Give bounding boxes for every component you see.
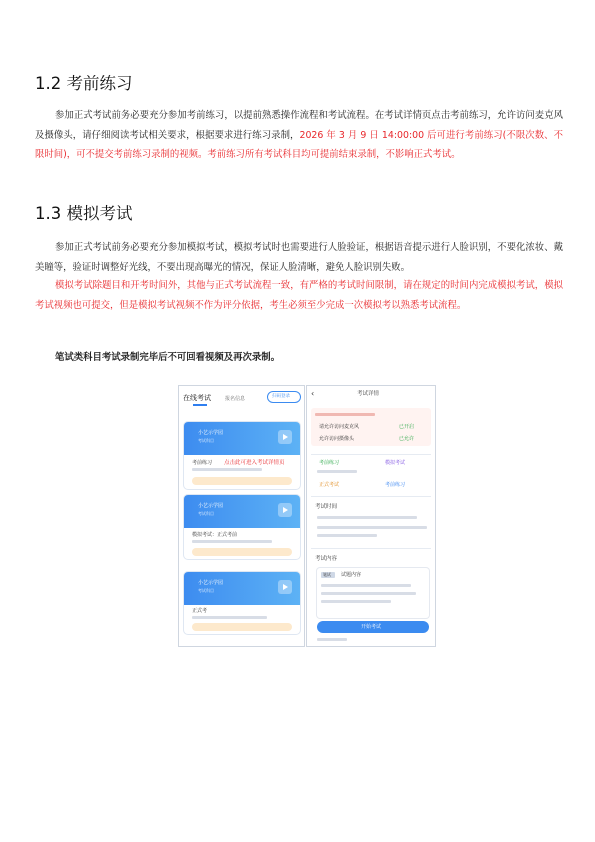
card-row-hint: 点击此可进入考试详情页 [224, 460, 285, 466]
section-heading-practice: 1.2 考前练习 [35, 74, 133, 93]
practice-text: 参加正式考试前务必要充分参加考前练习，以提前熟悉操作流程和考试流程。在考试详情页点击考前练习，允许访问麦克风及摄像头，请仔细阅读考试相关要求，根据要求进行练习录制， [35, 110, 563, 141]
card-info-row [192, 540, 272, 543]
tab-online-exam: 在线考试 [183, 394, 211, 402]
view-detail-button [192, 548, 292, 556]
footer-row [317, 638, 347, 641]
content-row [321, 600, 391, 603]
card-subtitle: 考试科目 [198, 438, 214, 443]
mock-entry: 模拟考试 [385, 460, 406, 466]
permission-row [315, 413, 375, 416]
card-info-row [192, 468, 262, 471]
play-icon [278, 430, 292, 444]
divider [311, 454, 431, 455]
card-header [184, 572, 300, 605]
start-exam-label: 开始考试 [361, 624, 382, 630]
time-row [317, 516, 417, 519]
card-title: 小艺示学园 [198, 503, 224, 509]
time-row [317, 526, 427, 529]
card-row-label: 正式考 [192, 608, 208, 614]
card-subtitle: 考试科目 [198, 511, 214, 516]
card-header [184, 422, 300, 455]
permission-mic: 请允许访问麦克风 [319, 424, 360, 430]
exam-list-screenshot [178, 385, 305, 647]
exam-card [184, 572, 300, 634]
card-title: 小艺示学园 [198, 430, 224, 436]
exam-card [184, 422, 300, 489]
time-row [317, 534, 377, 537]
camera-status: 已允许 [399, 436, 415, 442]
content-title: 试题内容 [341, 572, 362, 578]
card-row-label: 模拟考试：正式考前 [192, 532, 238, 538]
content-row [321, 592, 416, 595]
scan-login-label: 扫码登录 [272, 394, 290, 399]
view-detail-button [192, 623, 292, 631]
exam-content-heading: 考试内容 [315, 556, 338, 562]
card-subtitle: 考试科目 [198, 588, 214, 593]
exam-time-heading: 考试时间 [315, 504, 338, 510]
back-icon: ‹ [311, 389, 315, 398]
play-icon [278, 503, 292, 517]
formal-entry: 正式考试 [319, 482, 340, 488]
detail-title: 考试详情 [357, 391, 380, 397]
practice-red-text: 2026 年 3 月 9 日 14:00:00 后可进行考前练习(不限次数、不限时间)，可不提交考前练习录制的视频。考前练习所有考试科目均可提前结束录制，不影响正式考试。 [35, 129, 563, 160]
practice-paragraph [35, 106, 563, 165]
card-info-row [192, 616, 267, 619]
tab-underline [193, 404, 207, 406]
mock-exam-paragraph: 参加正式考试前务必要充分参加模拟考试，模拟考试时也需要进行人脸验证，根据语音提示进行人脸识别，不要化浓妆、戴美瞳等，验证时调整好光线，不要出现高曝光的情况，保证人脸清晰，避免人脸识别失败。 [35, 242, 563, 273]
practice-entry-2: 考前练习 [385, 482, 406, 488]
entry-info-row [317, 470, 357, 473]
practice-entry: 考前练习 [319, 460, 340, 466]
bold-note: 笔试类科目考试录制完毕后不可回看视频及再次录制。 [55, 352, 281, 363]
mic-status: 已开启 [399, 424, 415, 430]
exam-detail-screenshot [306, 385, 436, 647]
divider [311, 496, 431, 497]
mock-exam-red-paragraph: 模拟考试除题目和开考时间外，其他与正式考试流程一致，有严格的考试时间限制，请在规定的时间内完成模拟考试，模拟考试视频也可提交，但是模拟考试视频不作为评分依据，考生必须至少完成一次模拟考以熟悉考试流程。 [35, 280, 563, 311]
tab-registration: 报名信息 [225, 396, 246, 402]
play-icon [278, 580, 292, 594]
permission-camera: 允许访问摄像头 [319, 436, 355, 442]
view-detail-button [192, 477, 292, 485]
section-heading-mock-exam: 1.3 模拟考试 [35, 204, 133, 223]
divider [311, 548, 431, 549]
content-row [321, 584, 411, 587]
card-title: 小艺示学园 [198, 580, 224, 586]
exam-card [184, 495, 300, 559]
content-tag-label: 笔试 [323, 572, 331, 577]
card-row-label: 考前练习 [192, 460, 213, 466]
card-header [184, 495, 300, 528]
